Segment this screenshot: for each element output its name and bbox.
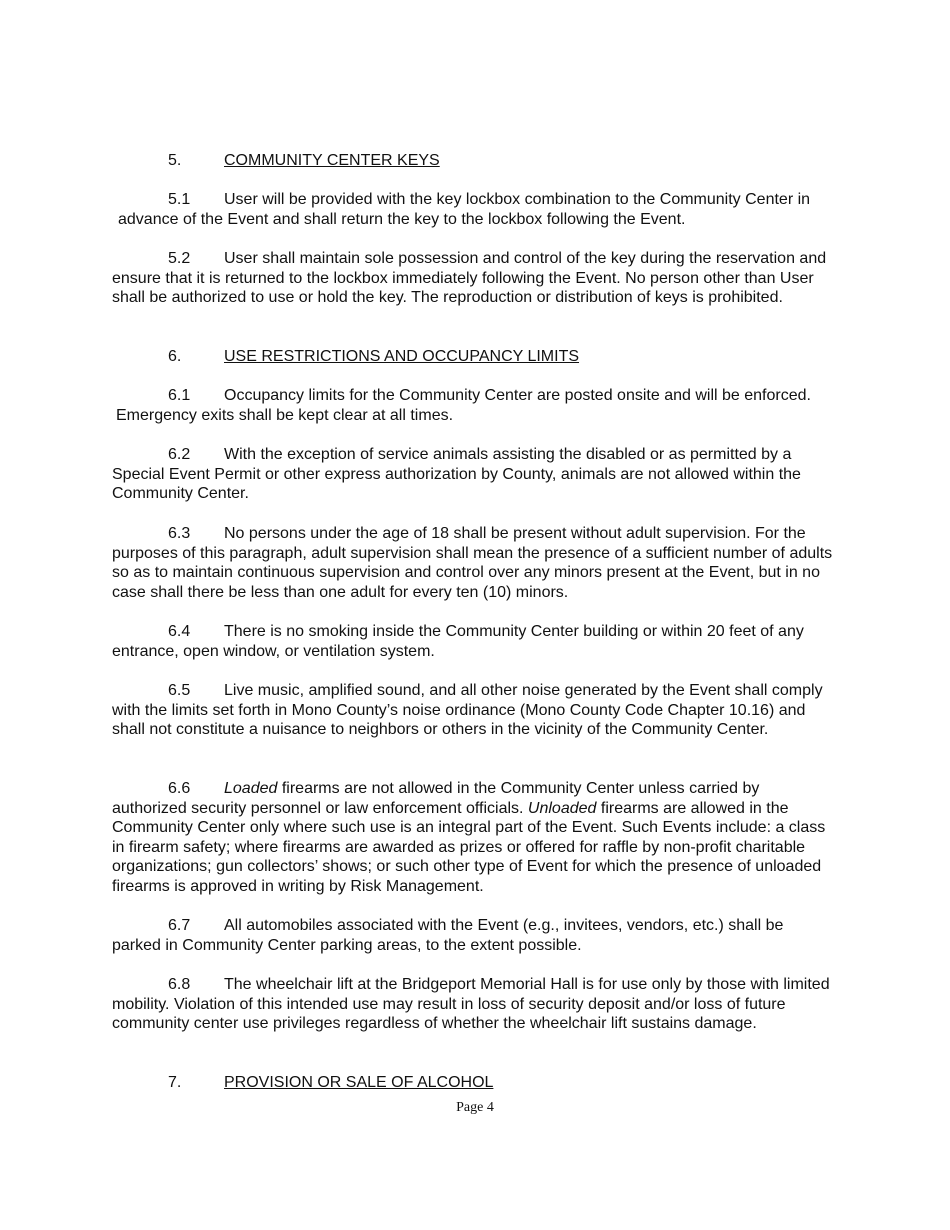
paragraph-number: 5.2 — [168, 250, 191, 267]
section-title: COMMUNITY CENTER KEYS — [224, 152, 440, 169]
paragraph-5-2 — [112, 249, 834, 308]
emphasis-unloaded: Unloaded — [527, 799, 597, 817]
paragraph-6-7 — [112, 916, 834, 955]
paragraph-6-2 — [112, 445, 834, 504]
section-title: PROVISION OR SALE OF ALCOHOL — [224, 1074, 494, 1091]
paragraph-number: 6.4 — [168, 623, 191, 640]
paragraph-number: 5.1 — [168, 191, 191, 208]
paragraph-number: 6.6 — [168, 780, 191, 797]
section-heading-5 — [168, 151, 440, 171]
paragraph-text: firearms are not allowed in the Community Center unless carried by authorized security personnel or law enforcement officials. — [112, 780, 760, 817]
section-title: USE RESTRICTIONS AND OCCUPANCY LIMITS — [224, 348, 580, 365]
paragraph-text: Live music, amplified sound, and all other noise generated by the Event shall comply with the limits set forth in Mono County’s noise ordinance (Mono County Code Chapter 10.16) and shall not constitute a nuisance to neighbors or others in the vicinity of the Community Center. — [112, 682, 823, 739]
paragraph-text: There is no smoking inside the Community Center building or within 20 feet of any entrance, open window, or ventilation system. — [112, 623, 804, 660]
section-number: 6. — [168, 348, 182, 365]
paragraph-number: 6.2 — [168, 446, 191, 463]
paragraph-text: The wheelchair lift at the Bridgeport Memorial Hall is for use only by those with limited mobility. Violation of this intended use may result in loss of security deposit and/or loss of future community center use privileges regardless of whether the wheelchair lift sustains damage. — [112, 976, 830, 1033]
section-number: 5. — [168, 152, 182, 169]
paragraph-6-6 — [112, 779, 834, 897]
paragraph-text: firearms are allowed in the Community Center only where such use is an integral part of the Event. Such Events include: a class in firearm safety; where firearms are awarded as prizes or offered for raffle by non-profit charitable organizations; gun collectors’ shows; or such other type of Event for which the presence of unloaded firearms is approved in writing by Risk Management. — [112, 799, 826, 895]
paragraph-6-1 — [112, 386, 838, 425]
paragraph-5-1 — [112, 190, 840, 229]
paragraph-text: Occupancy limits for the Community Center are posted onsite and will be enforced. Emergency exits shall be kept clear at all times. — [116, 387, 811, 424]
paragraph-number: 6.8 — [168, 976, 191, 993]
paragraph-text: All automobiles associated with the Event (e.g., invitees, vendors, etc.) shall be parked in Community Center parking areas, to the extent possible. — [112, 917, 784, 954]
paragraph-text: No persons under the age of 18 shall be present without adult supervision. For the purposes of this paragraph, adult supervision shall mean the presence of a sufficient number of adults so as to maintain continuous supervision and control over any minors present at the Event, but in no case shall there be less than one adult for every ten (10) minors. — [112, 525, 833, 601]
section-number: 7. — [168, 1074, 182, 1091]
section-heading-6 — [168, 347, 579, 367]
page-number: Page 4 — [456, 1100, 494, 1115]
page-footer — [0, 1098, 950, 1118]
paragraph-number: 6.7 — [168, 917, 191, 934]
section-heading-7 — [168, 1073, 493, 1093]
paragraph-6-3 — [112, 524, 834, 602]
paragraph-number: 6.5 — [168, 682, 191, 699]
paragraph-number: 6.3 — [168, 525, 191, 542]
paragraph-number: 6.1 — [168, 387, 191, 404]
paragraph-text: User will be provided with the key lockbox combination to the Community Center in advance of the Event and shall return the key to the lockbox following the Event. — [118, 191, 811, 228]
paragraph-text: With the exception of service animals assisting the disabled or as permitted by a Special Event Permit or other express authorization by County, animals are not allowed within the Community Center. — [112, 446, 801, 503]
paragraph-6-5 — [112, 681, 834, 740]
paragraph-6-4 — [112, 622, 834, 661]
paragraph-text: User shall maintain sole possession and control of the key during the reservation and ensure that it is returned to the lockbox immediately following the Event. No person other than User shall be authorized to use or hold the key. The reproduction or distribution of keys is prohibited. — [112, 250, 827, 307]
emphasis-loaded: Loaded — [224, 780, 278, 797]
paragraph-6-8 — [112, 975, 834, 1034]
